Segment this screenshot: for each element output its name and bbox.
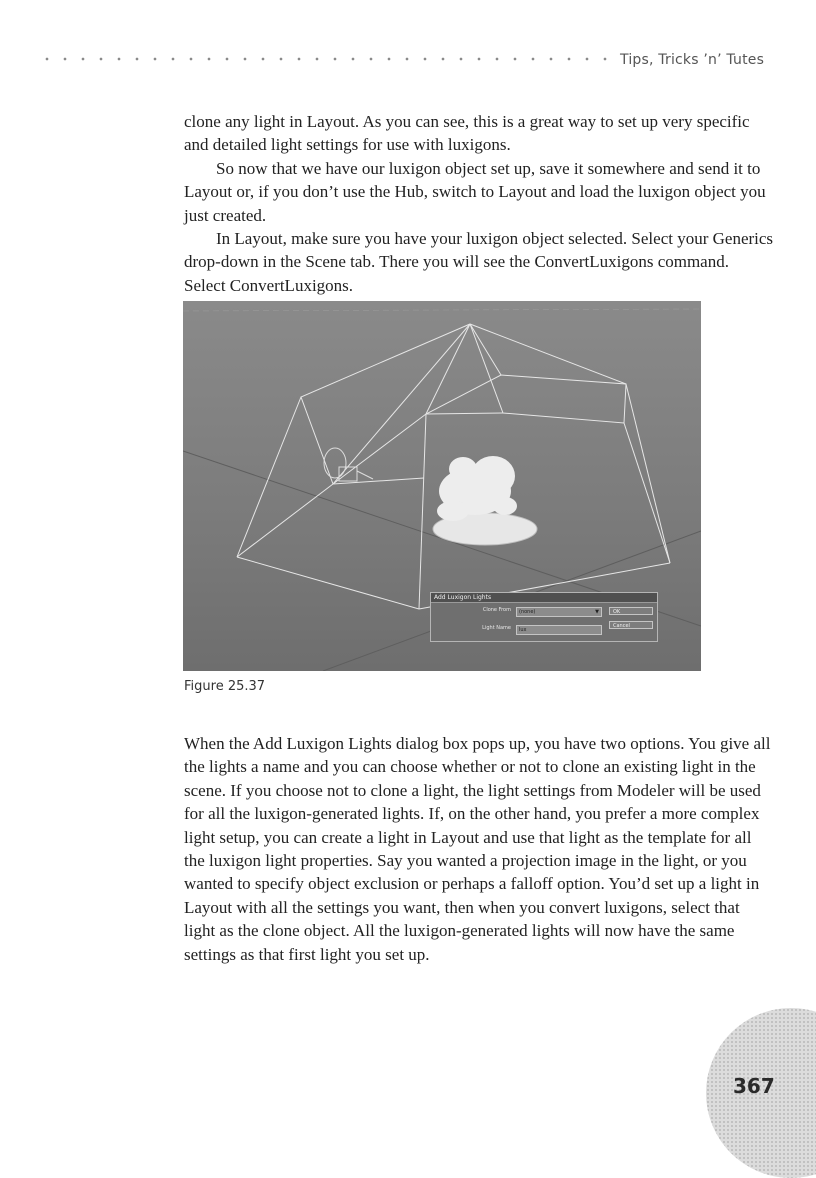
paragraph: When the Add Luxigon Lights dialog box pops up, you have two options. You give all the lights a name and you can choose whether or not to clone an existing light in the scene. If you choose not to clone a light, the light settings from Modeler will be used for all the luxigon-generated lights. If, on the other hand, you prefer a more complex light setup, you can create a light in Layout and use that light as the template for all the luxigon light properties. Say you wanted a projection image in the light, or you wanted to specify object exclusion or perhaps a falloff option. You’d set up a light in Layout with all the settings you want, then when you convert luxigons, select that light as the clone object. All the luxigon-generated lights will now have the same settings as that first light you set up.: [184, 734, 771, 964]
header-dot-leader: [38, 52, 608, 66]
model-object: [437, 456, 517, 521]
paragraph: In Layout, make sure you have your luxigon object selected. Select your Generics drop-down in the Scene tab. There you will see the ConvertLuxigons command. Select ConvertLuxigons.: [184, 229, 774, 295]
dialog-title: Add Luxigon Lights: [431, 593, 657, 603]
paragraph: So now that we have our luxigon object set up, save it somewhere and send it to Layout or, if you don’t use the Hub, switch to Layout and load the luxigon object you just created.: [184, 158, 766, 225]
figure-caption: Figure 25.37: [184, 679, 266, 694]
body-text-top: [184, 110, 774, 297]
clone-from-select[interactable]: [516, 607, 602, 617]
body-text-bottom: [184, 732, 774, 966]
grid-line: [183, 309, 701, 311]
camera-icon: [324, 448, 373, 481]
paragraph: clone any light in Layout. As you can see, this is a great way to set up very specific and detailed light settings for use with luxigons.: [184, 112, 750, 155]
light-name-label: Light Name: [482, 625, 511, 631]
ok-button[interactable]: OK: [609, 607, 653, 615]
add-luxigon-lights-dialog: [430, 592, 658, 642]
chevron-down-icon: ▼: [595, 609, 599, 615]
figure-screenshot: [183, 301, 701, 671]
clone-from-value: (none): [519, 609, 536, 615]
cancel-button[interactable]: Cancel: [609, 621, 653, 629]
running-head: Tips, Tricks ’n’ Tutes: [620, 52, 765, 68]
clone-from-label: Clone From: [482, 607, 511, 613]
page-number: 367: [733, 1074, 775, 1098]
light-name-input[interactable]: lux: [516, 625, 602, 635]
